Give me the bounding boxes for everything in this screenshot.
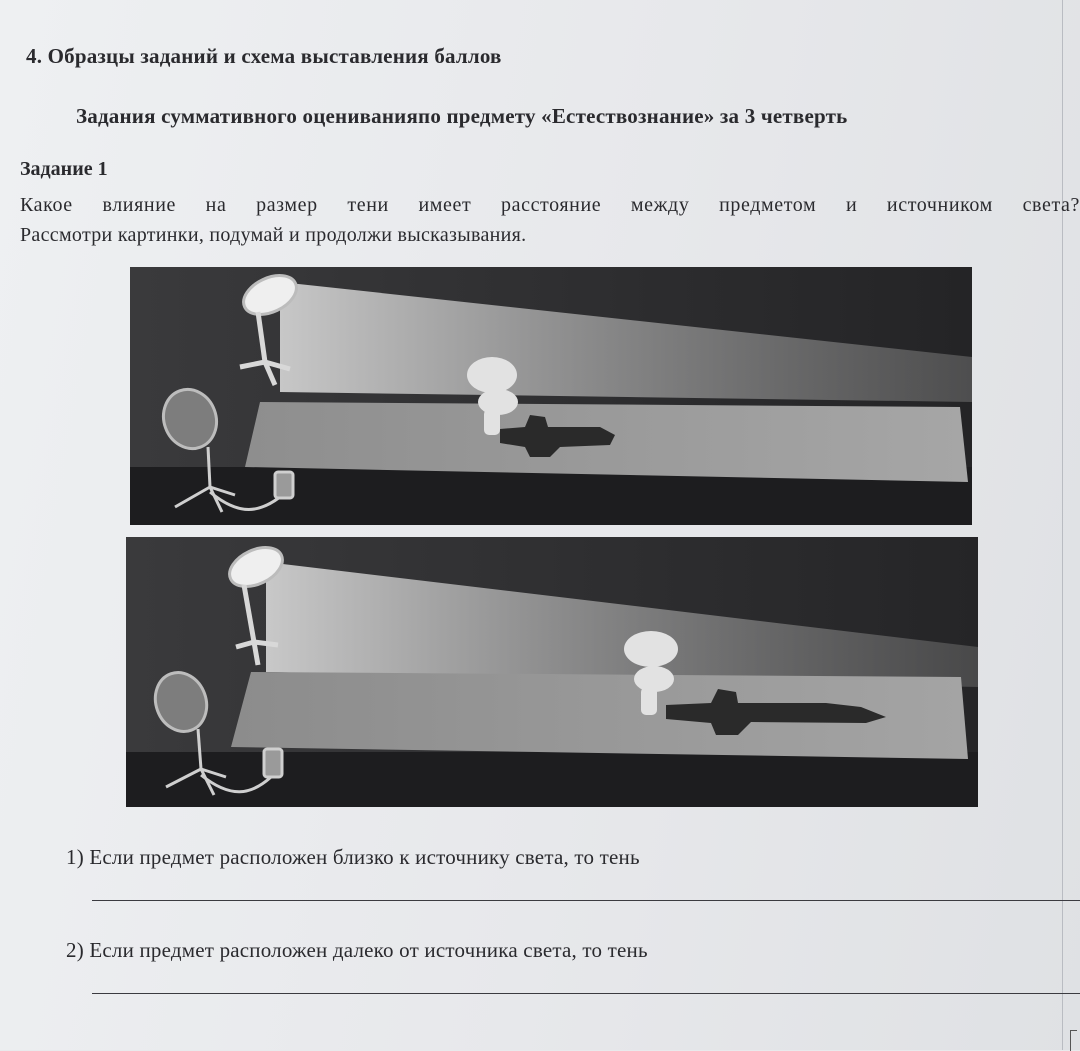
answer-line-1[interactable] <box>92 900 1080 901</box>
illustration-short-shadow <box>130 267 972 525</box>
task-instruction: Рассмотри картинки, подумай и продолжи высказывания. <box>20 224 527 246</box>
page-corner-mark <box>1070 1030 1077 1051</box>
paper-edge <box>1062 0 1063 1050</box>
assessment-subtitle: Задания суммативного оцениванияпо предмету «Естествознание» за 3 четверть <box>76 104 848 128</box>
statement-far: 2) Если предмет расположен далеко от источника света, то тень <box>66 938 648 962</box>
task-title: Задание 1 <box>20 158 108 180</box>
task-question: Какое влияние на размер тени имеет расстояние между предметом и источником света? <box>20 194 1080 216</box>
statement-near: 1) Если предмет расположен близко к источнику света, то тень <box>66 845 640 869</box>
answer-line-2[interactable] <box>92 993 1080 994</box>
illustration-long-shadow <box>126 537 978 807</box>
section-heading: 4. Образцы заданий и схема выставления баллов <box>26 44 502 68</box>
